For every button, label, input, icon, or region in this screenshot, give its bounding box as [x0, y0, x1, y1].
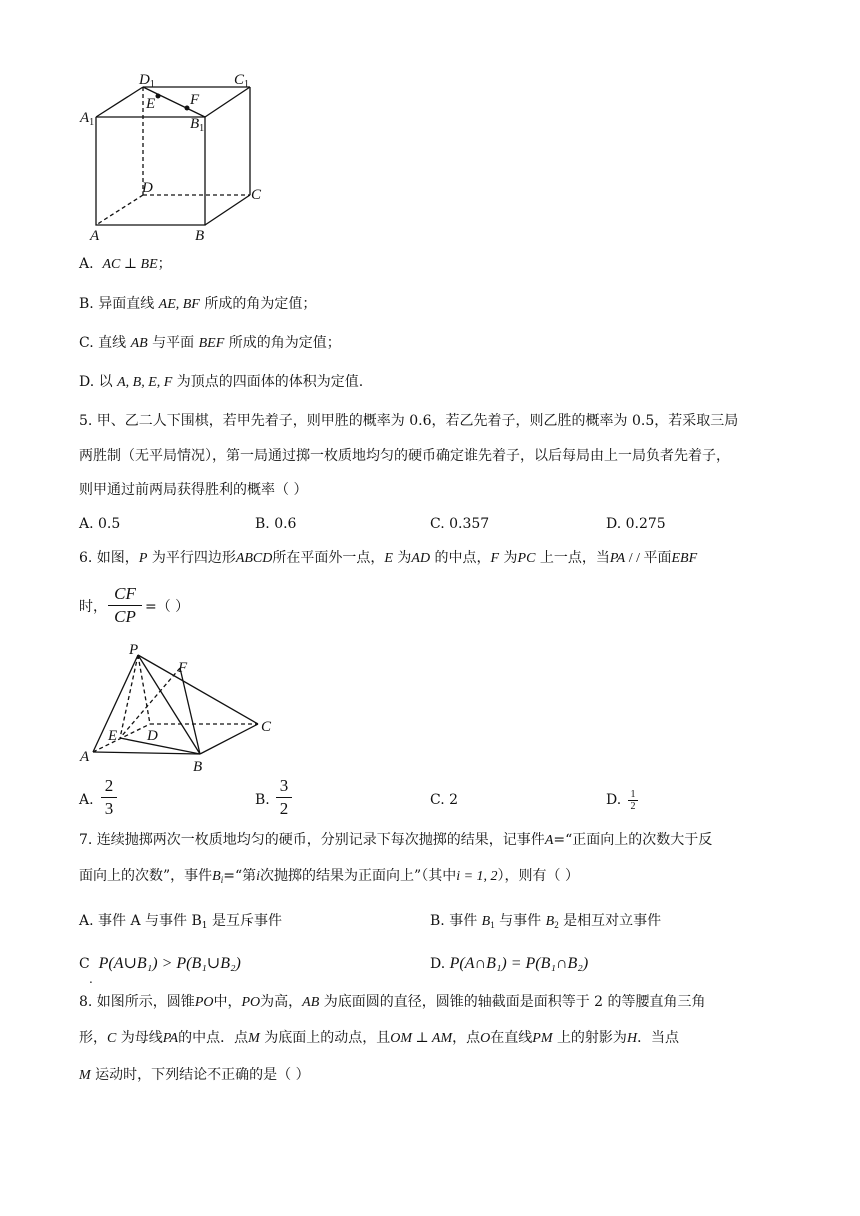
q6-fraction-cf-cp: CF CP: [108, 584, 142, 627]
label-f: F: [190, 92, 200, 108]
q7-option-a: A. 事件 A 与事件 $B_1$ 是互斥事件: [79, 913, 282, 931]
q6-option-b-letter: B.: [255, 792, 270, 808]
label-p: P: [129, 642, 139, 658]
q7-line-1: 7. 连续抛掷两次一枚质地均匀的硬币，分别记录下每次抛掷的结果，记事件A=“正面向上的次数大于反: [79, 832, 713, 848]
q7-option-c: C P(A∪B₁) > P(B₁∪B₂): [79, 955, 241, 972]
pyramid-figure: [75, 640, 285, 775]
q7-option-b: B. 事件 $B_1$ 与事件 $B_2$ 是相互对立事件: [430, 913, 662, 930]
q8-line-1: 8. 如图所示，圆锥PO中，PO为高，AB 为底面圆的直径，圆锥的轴截面是面积等于 2 的等腰直角三角: [79, 994, 706, 1010]
q6-option-a-fraction: 2 3: [101, 776, 117, 819]
q4-option-d: D. 以 A, B, E, F 为顶点的四面体的体积为定值.: [79, 374, 364, 390]
label-b: B: [193, 759, 203, 775]
label-a: A: [90, 228, 100, 244]
label-c1: $C_1$: [234, 72, 250, 90]
q6-line-1: 6. 如图，P 为平行四边形ABCD所在平面外一点，E 为AD 的中点，F 为PC 上一点，当PA / / 平面EBF: [79, 550, 698, 566]
label-b: B: [195, 228, 205, 244]
label-a: A: [80, 749, 90, 765]
label-b1: $B_1$: [190, 116, 205, 134]
q8-line-3: M 运动时，下列结论不正确的是（ ）: [79, 1067, 310, 1083]
label-d: D: [142, 180, 153, 196]
q6-option-b-fraction: 3 2: [276, 776, 292, 819]
q7-line-2: 面向上的次数”，事件$B_i=“$第i次抛掷的结果为正面向上”（其中i = 1, 2），则有（ ）: [79, 868, 579, 885]
q4-option-a: A. AC ⊥ BE；: [79, 256, 172, 272]
q6-option-a-letter: A.: [79, 792, 94, 808]
label-c: C: [251, 187, 262, 203]
q5-option-a: A. 0.5: [79, 516, 121, 532]
q6-option-d-fraction: 1 2: [628, 789, 638, 812]
q5-line-1: 5. 甲、乙二人下围棋，若甲先着子，则甲胜的概率为 0.6，若乙先着子，则乙胜的概率为 0.5，若采取三局: [79, 413, 739, 429]
q5-line-3: 则甲通过前两局获得胜利的概率（ ）: [79, 482, 308, 498]
q5-option-c: C. 0.357: [430, 516, 490, 532]
q5-line-2: 两胜制（无平局情况），第一局通过掷一枚质地均匀的硬币确定谁先着子，以后每局由上一局负者先着子，: [79, 448, 730, 464]
q8-line-2: 形，C 为母线PA的中点．点M 为底面上的动点，且OM ⊥ AM，点O在直线PM 上的射影为H．当点: [79, 1030, 680, 1046]
q5-option-d: D. 0.275: [606, 516, 666, 532]
q4-option-c: C. 直线 AB 与平面 BEF 所成的角为定值；: [79, 335, 341, 351]
cube-front-face: [96, 117, 205, 225]
q5-option-b: B. 0.6: [255, 516, 297, 532]
label-e: E: [108, 728, 118, 744]
label-f: F: [178, 660, 188, 676]
q7-option-d: D. P(A∩B₁) = P(B₁∩B₂): [430, 955, 589, 972]
q6-option-c: C. 2: [430, 792, 459, 808]
q6-line-2-prefix: 时，: [79, 599, 107, 615]
label-d1: $D_1$: [139, 72, 155, 90]
q6-line-2-suffix: =（ ）: [145, 599, 190, 615]
q6-option-d-letter: D.: [606, 792, 622, 808]
cube-figure: [70, 62, 280, 252]
label-a1: $A_1$: [80, 110, 95, 128]
q4-option-b: B. 异面直线 AE, BF 所成的角为定值；: [79, 296, 317, 312]
label-c: C: [261, 719, 272, 735]
label-d: D: [147, 728, 158, 744]
label-e: E: [146, 96, 156, 112]
